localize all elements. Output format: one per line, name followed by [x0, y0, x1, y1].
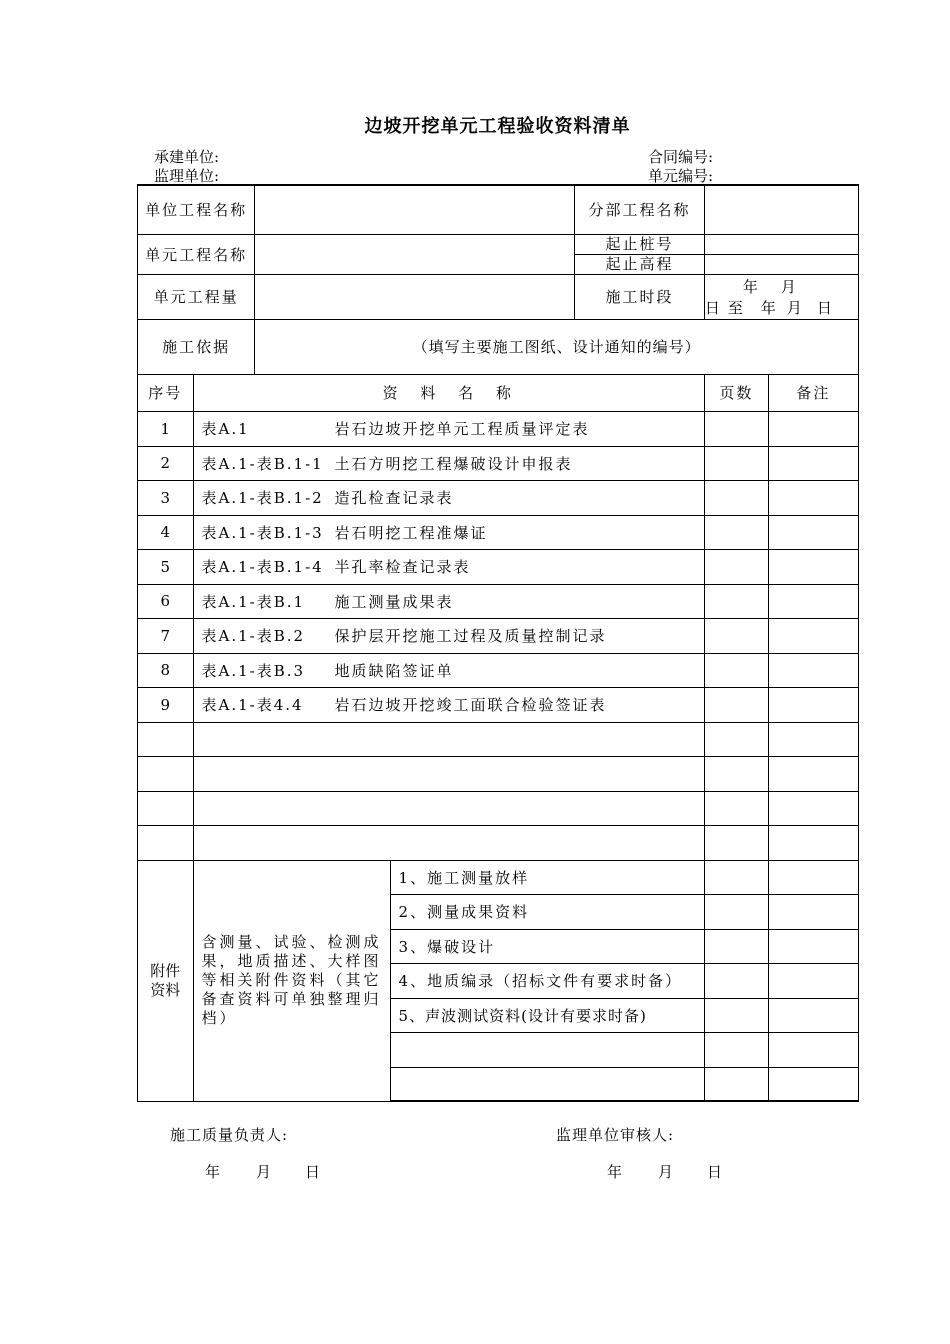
item-seq: 7: [138, 618, 194, 653]
start-end-elevation-value[interactable]: [704, 254, 858, 274]
pages-header: 页数: [704, 374, 768, 411]
table-row: [138, 618, 859, 653]
item-seq: 3: [138, 480, 194, 515]
table-row: [138, 687, 859, 722]
item-ref: 表A.1-表B.1-1: [201, 454, 324, 473]
name-header: 资 料 名 称: [193, 374, 704, 411]
item-pages[interactable]: [704, 480, 768, 515]
item-name: 岩石边坡开挖竣工面联合检验签证表: [334, 696, 607, 714]
attachment-remarks[interactable]: [768, 860, 858, 894]
attachment-pages[interactable]: [704, 1067, 768, 1101]
item-name: 地质缺陷签证单: [334, 661, 454, 680]
item-remarks[interactable]: [768, 411, 858, 446]
element-project-name-label: 单元工程名称: [138, 234, 255, 274]
item-ref: 表A.1-表B.1: [201, 592, 306, 611]
item-remarks[interactable]: [768, 653, 858, 687]
table-row: [138, 480, 859, 515]
item-name: 造孔检查记录表: [334, 489, 454, 507]
table-row: [138, 584, 859, 618]
item-seq: 4: [138, 515, 194, 549]
unit-project-name-value[interactable]: [255, 185, 575, 234]
item-pages[interactable]: [704, 653, 768, 687]
contractor-label: 承建单位:: [154, 148, 220, 166]
item-remarks[interactable]: [768, 549, 858, 584]
element-quantity-label: 单元工程量: [138, 274, 255, 319]
seq-header: 序号: [138, 374, 194, 411]
item-name: 施工测量成果表: [334, 592, 454, 611]
contract-no-label: 合同编号:: [648, 148, 714, 166]
item-seq: 8: [138, 653, 194, 687]
empty-cell[interactable]: [193, 756, 704, 791]
item-remarks[interactable]: [768, 480, 858, 515]
item-seq: 1: [138, 411, 194, 446]
info-row-quantity: [138, 274, 859, 319]
item-seq: 5: [138, 549, 194, 584]
quality-person-date-year: 年: [205, 1163, 221, 1181]
start-end-station-value[interactable]: [704, 234, 858, 254]
item-pages[interactable]: [704, 584, 768, 618]
table-row: [138, 653, 859, 687]
attachment-item: 5、声波测试资料(设计有要求时备): [390, 998, 704, 1032]
item-remarks[interactable]: [768, 446, 858, 480]
item-name: 土石方明挖工程爆破设计申报表: [334, 454, 573, 473]
item-ref: 表A.1-表B.2: [201, 627, 306, 645]
item-pages[interactable]: [704, 687, 768, 722]
item-pages[interactable]: [704, 549, 768, 584]
empty-row: [138, 791, 859, 825]
item-ref: 表A.1-表B.1-4: [201, 558, 324, 576]
period-year-end: 年: [760, 298, 776, 317]
empty-cell[interactable]: [193, 791, 704, 825]
attachment-item: 2、测量成果资料: [390, 894, 704, 929]
attachment-pages[interactable]: [704, 894, 768, 929]
empty-cell[interactable]: [138, 825, 194, 860]
item-name: 保护层开挖施工过程及质量控制记录: [334, 627, 607, 645]
reviewer-label: 监理单位审核人:: [556, 1126, 675, 1144]
basis-label: 施工依据: [138, 319, 255, 374]
item-seq: 9: [138, 687, 194, 722]
start-end-elevation-label: 起止高程: [574, 254, 704, 274]
start-end-station-label: 起止桩号: [574, 234, 704, 254]
item-pages[interactable]: [704, 446, 768, 480]
supervisor-label: 监理单位:: [154, 167, 220, 185]
attachment-pages[interactable]: [704, 860, 768, 894]
empty-row: [138, 722, 859, 756]
item-remarks[interactable]: [768, 515, 858, 549]
attachment-remarks[interactable]: [768, 929, 858, 963]
table-row: [138, 549, 859, 584]
sub-project-name-label: 分部工程名称: [574, 185, 704, 234]
item-ref: 表A.1-表B.1-3: [201, 523, 324, 542]
attachment-remarks[interactable]: [768, 1032, 858, 1067]
info-row-basis: [138, 319, 859, 374]
empty-cell[interactable]: [138, 722, 194, 756]
attachment-item: 4、地质编录（招标文件有要求时备）: [390, 963, 704, 998]
empty-cell[interactable]: [768, 825, 858, 860]
construction-period-label: 施工时段: [574, 274, 704, 319]
item-seq: 6: [138, 584, 194, 618]
attachment-item: 1、施工测量放样: [390, 860, 704, 894]
item-pages[interactable]: [704, 411, 768, 446]
attachment-remarks[interactable]: [768, 894, 858, 929]
reviewer-date-year: 年: [607, 1163, 623, 1181]
element-quantity-value[interactable]: [255, 274, 575, 319]
item-seq: 2: [138, 446, 194, 480]
quality-person-date-month: 月: [256, 1163, 272, 1181]
attachments-label: 附件资料: [138, 860, 194, 1101]
page-title: 边坡开挖单元工程验收资料清单: [364, 116, 631, 137]
attachments-description: 含测量、试验、检测成果，地质描述、大样图等相关附件资料（其它备查资料可单独整理归档）: [193, 860, 390, 1101]
empty-cell[interactable]: [768, 756, 858, 791]
item-ref: 表A.1-表4.4: [201, 696, 304, 714]
attachment-remarks[interactable]: [768, 963, 858, 998]
construction-period-value[interactable]: [704, 274, 858, 319]
empty-cell[interactable]: [138, 791, 194, 825]
attachment-item: 3、爆破设计: [390, 929, 704, 963]
empty-cell[interactable]: [768, 791, 858, 825]
period-year-start: 年: [742, 277, 758, 296]
empty-cell[interactable]: [704, 756, 768, 791]
basis-note[interactable]: （填写主要施工图纸、设计通知的编号）: [255, 319, 859, 374]
item-name: 岩石边坡开挖单元工程质量评定表: [334, 420, 590, 438]
empty-cell[interactable]: [138, 756, 194, 791]
item-remarks[interactable]: [768, 687, 858, 722]
item-ref: 表A.1-表B.3: [201, 661, 306, 680]
unit-no-label: 单元编号:: [648, 167, 714, 185]
quality-person-date-day: 日: [305, 1163, 321, 1181]
period-day-to: 日至: [704, 298, 751, 317]
item-pages[interactable]: [704, 515, 768, 549]
item-name: 半孔率检查记录表: [334, 558, 471, 576]
attachment-pages[interactable]: [704, 1032, 768, 1067]
period-day-end: 日: [816, 298, 832, 317]
empty-cell[interactable]: [704, 825, 768, 860]
item-name: 岩石明挖工程准爆证: [334, 523, 488, 542]
table-row: [138, 515, 859, 549]
attachment-row: [138, 860, 859, 894]
empty-cell[interactable]: [193, 825, 704, 860]
item-ref: 表A.1-表B.1-2: [201, 489, 324, 507]
sub-project-name-value[interactable]: [704, 185, 858, 234]
attachment-pages[interactable]: [704, 929, 768, 963]
attachment-pages[interactable]: [704, 963, 768, 998]
reviewer-date-month: 月: [658, 1163, 674, 1181]
quality-person-label: 施工质量负责人:: [170, 1126, 289, 1144]
item-ref: 表A.1: [201, 420, 250, 438]
attachment-item-empty[interactable]: [390, 1032, 704, 1067]
element-project-name-value[interactable]: [255, 234, 575, 274]
info-row-unit-project: [138, 185, 859, 234]
remarks-header: 备注: [768, 374, 858, 411]
attachment-remarks[interactable]: [768, 1067, 858, 1101]
reviewer-date-day: 日: [707, 1163, 723, 1181]
list-header-row: [138, 374, 859, 411]
empty-row: [138, 825, 859, 860]
empty-cell[interactable]: [768, 722, 858, 756]
table-row: [138, 446, 859, 480]
empty-cell[interactable]: [704, 791, 768, 825]
empty-cell[interactable]: [193, 722, 704, 756]
empty-cell[interactable]: [704, 722, 768, 756]
period-month-start: 月: [780, 277, 796, 296]
item-remarks[interactable]: [768, 618, 858, 653]
empty-row: [138, 756, 859, 791]
attachment-pages[interactable]: [704, 998, 768, 1032]
acceptance-data-table: [137, 184, 859, 1102]
attachment-item-empty[interactable]: [390, 1067, 704, 1101]
attachment-remarks[interactable]: [768, 998, 858, 1032]
unit-project-name-label: 单位工程名称: [138, 185, 255, 234]
item-remarks[interactable]: [768, 584, 858, 618]
item-pages[interactable]: [704, 618, 768, 653]
period-month-end: 月: [786, 298, 802, 317]
table-row: [138, 411, 859, 446]
info-row-station: [138, 234, 859, 254]
